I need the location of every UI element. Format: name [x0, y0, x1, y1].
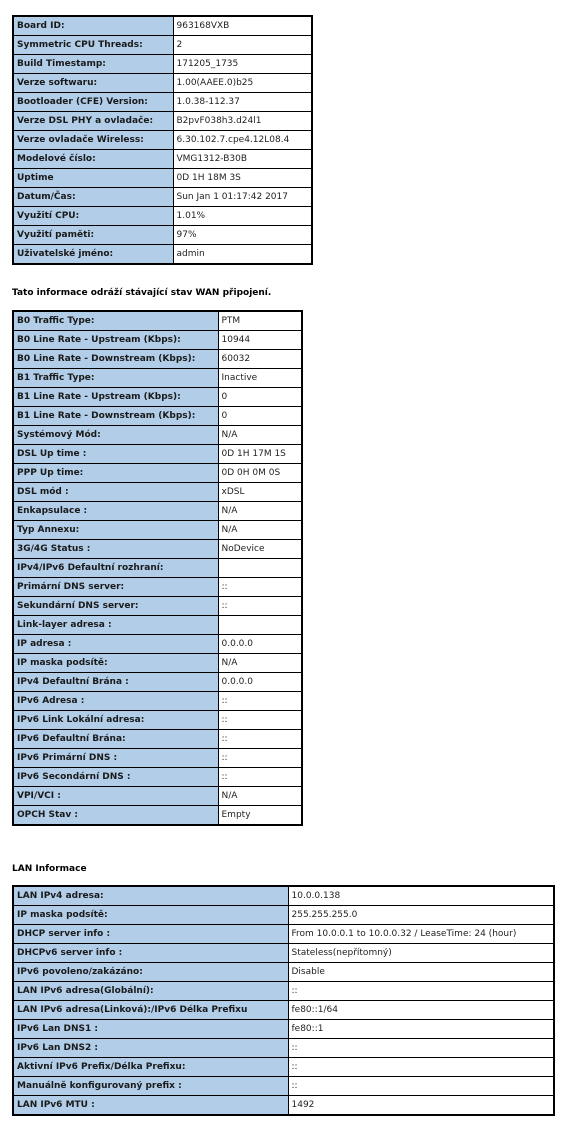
table-row — [13, 93, 312, 112]
row-label: Verze ovladače Wireless: — [13, 131, 173, 150]
row-value: 963168VXB — [173, 16, 312, 36]
row-label: LAN IPv6 adresa(Linková):/IPv6 Délka Prefixu — [13, 1001, 288, 1020]
row-label: B1 Traffic Type: — [13, 369, 218, 388]
row-value: From 10.0.0.1 to 10.0.0.32 / LeaseTime: 24 (hour) — [288, 925, 554, 944]
table-row — [13, 654, 302, 673]
table-row — [13, 502, 302, 521]
row-label: LAN IPv4 adresa: — [13, 886, 288, 906]
row-value: N/A — [218, 654, 302, 673]
row-label: DSL mód : — [13, 483, 218, 502]
row-label: PPP Up time: — [13, 464, 218, 483]
table-row — [13, 36, 312, 55]
table-row — [13, 188, 312, 207]
table-row — [13, 692, 302, 711]
row-label: IPv6 Primární DNS : — [13, 749, 218, 768]
row-label: IP maska podsítě: — [13, 906, 288, 925]
table-row — [13, 369, 302, 388]
row-value: :: — [288, 1058, 554, 1077]
table-row — [13, 226, 312, 245]
row-value: PTM — [218, 311, 302, 331]
row-value: 10944 — [218, 331, 302, 350]
lan-info-table — [12, 885, 555, 1116]
row-value: admin — [173, 245, 312, 265]
row-value: 1.00(AAEE.0)b25 — [173, 74, 312, 93]
table-row — [13, 559, 302, 578]
row-label: Build Timestamp: — [13, 55, 173, 74]
row-value: :: — [218, 711, 302, 730]
row-value: N/A — [218, 426, 302, 445]
row-value: 60032 — [218, 350, 302, 369]
row-label: DHCP server info : — [13, 925, 288, 944]
row-value: :: — [218, 692, 302, 711]
row-label: LAN IPv6 adresa(Globální): — [13, 982, 288, 1001]
row-value: 1.01% — [173, 207, 312, 226]
row-value: VMG1312-B30B — [173, 150, 312, 169]
table-row — [13, 1001, 554, 1020]
table-row — [13, 925, 554, 944]
row-label: Aktivní IPv6 Prefix/Délka Prefixu: — [13, 1058, 288, 1077]
table-row — [13, 886, 554, 906]
row-value: 255.255.255.0 — [288, 906, 554, 925]
row-label: Uživatelské jméno: — [13, 245, 173, 265]
table-row — [13, 1020, 554, 1039]
row-value: N/A — [218, 787, 302, 806]
table-row — [13, 711, 302, 730]
row-value: Inactive — [218, 369, 302, 388]
row-value: Disable — [288, 963, 554, 982]
row-value: :: — [218, 597, 302, 616]
row-label: IPv6 Adresa : — [13, 692, 218, 711]
row-value: :: — [218, 749, 302, 768]
row-value: fe80::1/64 — [288, 1001, 554, 1020]
row-value: Empty — [218, 806, 302, 826]
table-row — [13, 207, 312, 226]
row-value: 0 — [218, 388, 302, 407]
row-value: 0.0.0.0 — [218, 673, 302, 692]
row-value: xDSL — [218, 483, 302, 502]
row-label: IPv6 Defaultní Brána: — [13, 730, 218, 749]
table-row — [13, 540, 302, 559]
row-value: fe80::1 — [288, 1020, 554, 1039]
row-label: B0 Traffic Type: — [13, 311, 218, 331]
table-row — [13, 730, 302, 749]
row-value: Sun Jan 1 01:17:42 2017 — [173, 188, 312, 207]
table-row — [13, 464, 302, 483]
row-value: Stateless(nepřítomný) — [288, 944, 554, 963]
row-value — [218, 559, 302, 578]
row-label: IPv4 Defaultní Brána : — [13, 673, 218, 692]
row-label: IPv4/IPv6 Defaultní rozhraní: — [13, 559, 218, 578]
table-row — [13, 331, 302, 350]
table-row — [13, 1058, 554, 1077]
row-label: OPCH Stav : — [13, 806, 218, 826]
row-value: :: — [288, 982, 554, 1001]
table-row — [13, 1096, 554, 1116]
row-value: N/A — [218, 502, 302, 521]
table-row — [13, 616, 302, 635]
row-value: B2pvF038h3.d24l1 — [173, 112, 312, 131]
table-row — [13, 131, 312, 150]
wan-info-table — [12, 310, 303, 826]
table-row — [13, 388, 302, 407]
row-label: Verze softwaru: — [13, 74, 173, 93]
table-row — [13, 982, 554, 1001]
row-label: Manuálně konfigurovaný prefix : — [13, 1077, 288, 1096]
row-label: IPv6 Link Lokální adresa: — [13, 711, 218, 730]
table-row — [13, 806, 302, 826]
row-value — [218, 616, 302, 635]
table-row — [13, 944, 554, 963]
row-label: 3G/4G Status : — [13, 540, 218, 559]
table-row — [13, 1077, 554, 1096]
row-label: Sekundární DNS server: — [13, 597, 218, 616]
table-row — [13, 768, 302, 787]
row-value: 171205_1735 — [173, 55, 312, 74]
row-label: B1 Line Rate - Upstream (Kbps): — [13, 388, 218, 407]
row-label: LAN IPv6 MTU : — [13, 1096, 288, 1116]
row-value: 10.0.0.138 — [288, 886, 554, 906]
wan-status-caption: Tato informace odráží stávající stav WAN připojení. — [12, 288, 272, 298]
row-value: N/A — [218, 521, 302, 540]
table-row — [13, 16, 312, 36]
row-label: Primární DNS server: — [13, 578, 218, 597]
table-row — [13, 521, 302, 540]
row-value: 1.0.38-112.37 — [173, 93, 312, 112]
table-row — [13, 350, 302, 369]
row-value: :: — [218, 768, 302, 787]
table-row — [13, 483, 302, 502]
row-label: Modelové číslo: — [13, 150, 173, 169]
table-row — [13, 169, 312, 188]
row-label: Bootloader (CFE) Version: — [13, 93, 173, 112]
table-row — [13, 150, 312, 169]
row-label: Enkapsulace : — [13, 502, 218, 521]
table-row — [13, 112, 312, 131]
device-info-table — [12, 15, 313, 265]
table-row — [13, 673, 302, 692]
row-label: IPv6 Secondární DNS : — [13, 768, 218, 787]
row-label: Systémový Mód: — [13, 426, 218, 445]
row-value: :: — [288, 1077, 554, 1096]
table-row — [13, 963, 554, 982]
row-label: IPv6 Lan DNS1 : — [13, 1020, 288, 1039]
row-label: Symmetric CPU Threads: — [13, 36, 173, 55]
row-value: 0D 1H 18M 3S — [173, 169, 312, 188]
row-label: B0 Line Rate - Downstream (Kbps): — [13, 350, 218, 369]
row-value: 0D 0H 0M 0S — [218, 464, 302, 483]
row-label: Verze DSL PHY a ovladače: — [13, 112, 173, 131]
table-row — [13, 749, 302, 768]
row-value: 97% — [173, 226, 312, 245]
table-row — [13, 787, 302, 806]
row-label: B0 Line Rate - Upstream (Kbps): — [13, 331, 218, 350]
row-value: NoDevice — [218, 540, 302, 559]
lan-info-caption: LAN Informace — [12, 864, 87, 874]
table-row — [13, 906, 554, 925]
table-row — [13, 1039, 554, 1058]
row-label: Využití paměti: — [13, 226, 173, 245]
row-value: :: — [218, 578, 302, 597]
table-row — [13, 55, 312, 74]
row-label: Uptime — [13, 169, 173, 188]
row-label: IP adresa : — [13, 635, 218, 654]
table-row — [13, 597, 302, 616]
table-row — [13, 245, 312, 265]
row-value: 0.0.0.0 — [218, 635, 302, 654]
table-row — [13, 407, 302, 426]
table-row — [13, 578, 302, 597]
row-value: 0 — [218, 407, 302, 426]
table-row — [13, 311, 302, 331]
row-label: Využití CPU: — [13, 207, 173, 226]
table-row — [13, 445, 302, 464]
row-label: Board ID: — [13, 16, 173, 36]
row-label: DHCPv6 server info : — [13, 944, 288, 963]
row-label: Datum/Čas: — [13, 188, 173, 207]
row-value: 0D 1H 17M 1S — [218, 445, 302, 464]
row-label: B1 Line Rate - Downstream (Kbps): — [13, 407, 218, 426]
row-label: DSL Up time : — [13, 445, 218, 464]
row-value: :: — [218, 730, 302, 749]
row-value: 2 — [173, 36, 312, 55]
row-label: Typ Annexu: — [13, 521, 218, 540]
table-row — [13, 74, 312, 93]
table-row — [13, 426, 302, 445]
row-label: IPv6 povoleno/zakázáno: — [13, 963, 288, 982]
row-label: Link-layer adresa : — [13, 616, 218, 635]
table-row — [13, 635, 302, 654]
row-value: 1492 — [288, 1096, 554, 1116]
row-value: 6.30.102.7.cpe4.12L08.4 — [173, 131, 312, 150]
row-value: :: — [288, 1039, 554, 1058]
row-label: VPI/VCI : — [13, 787, 218, 806]
row-label: IP maska podsítě: — [13, 654, 218, 673]
row-label: IPv6 Lan DNS2 : — [13, 1039, 288, 1058]
